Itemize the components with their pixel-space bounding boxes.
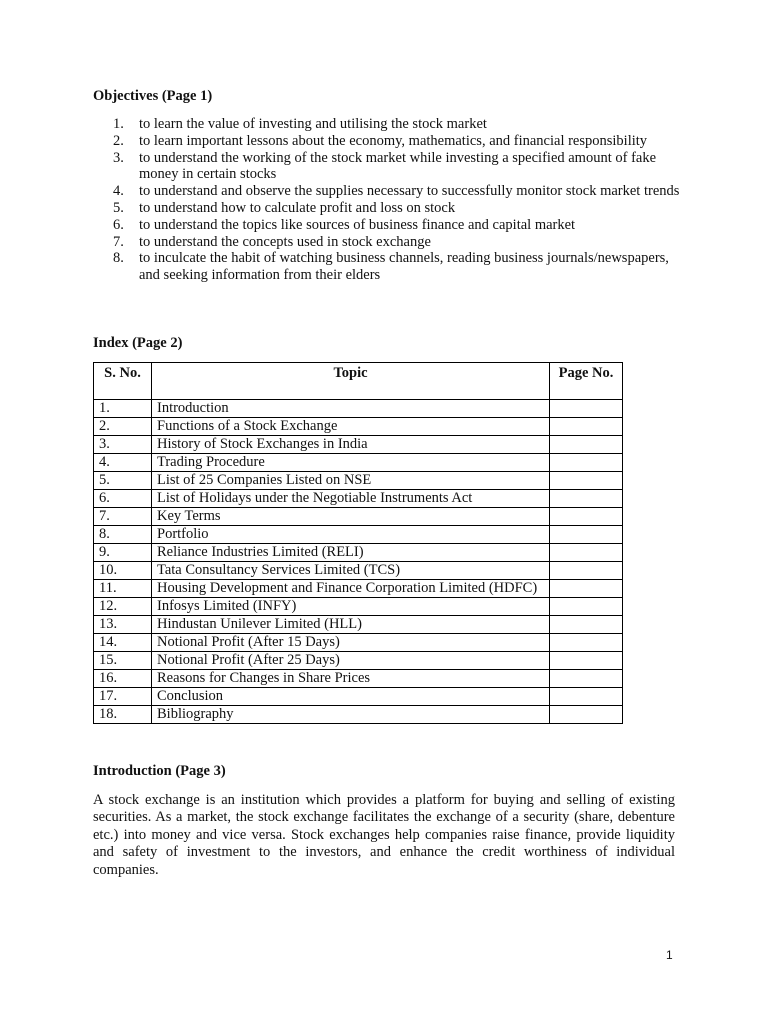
- cell-sno: 3.: [94, 436, 152, 454]
- column-header-sno: S. No.: [94, 363, 152, 400]
- objective-item: [93, 200, 693, 217]
- objective-number: 7.: [113, 233, 124, 250]
- cell-topic: Introduction: [152, 400, 550, 418]
- cell-topic: Conclusion: [152, 688, 550, 706]
- cell-topic: Hindustan Unilever Limited (HLL): [152, 616, 550, 634]
- cell-page: [550, 670, 623, 688]
- cell-sno: 12.: [94, 598, 152, 616]
- objective-item: [93, 183, 693, 200]
- cell-page: [550, 436, 623, 454]
- objective-item: [93, 250, 693, 284]
- cell-sno: 9.: [94, 544, 152, 562]
- cell-sno: 10.: [94, 562, 152, 580]
- page-number: 1: [666, 948, 673, 962]
- cell-topic: Trading Procedure: [152, 454, 550, 472]
- table-row: [94, 526, 623, 544]
- cell-sno: 14.: [94, 634, 152, 652]
- cell-page: [550, 508, 623, 526]
- objective-item: [93, 116, 693, 133]
- objective-text: to understand and observe the supplies necessary to successfully monitor stock market trends: [139, 183, 680, 200]
- cell-topic: Tata Consultancy Services Limited (TCS): [152, 562, 550, 580]
- objectives-list: [93, 116, 693, 284]
- cell-topic: Reasons for Changes in Share Prices: [152, 670, 550, 688]
- cell-sno: 6.: [94, 490, 152, 508]
- table-row: [94, 634, 623, 652]
- objective-number: 8.: [113, 250, 124, 267]
- table-row: [94, 652, 623, 670]
- cell-page: [550, 544, 623, 562]
- cell-topic: Notional Profit (After 15 Days): [152, 634, 550, 652]
- cell-page: [550, 400, 623, 418]
- table-row: [94, 472, 623, 490]
- cell-topic: Portfolio: [152, 526, 550, 544]
- objective-text: to understand how to calculate profit and loss on stock: [139, 199, 456, 216]
- table-header-row: [94, 363, 623, 400]
- column-header-topic: Topic: [152, 363, 550, 400]
- cell-topic: Reliance Industries Limited (RELI): [152, 544, 550, 562]
- table-row: [94, 688, 623, 706]
- table-row: [94, 454, 623, 472]
- objective-number: 5.: [113, 199, 124, 216]
- introduction-heading: Introduction (Page 3): [93, 763, 226, 779]
- index-heading: Index (Page 2): [93, 335, 183, 351]
- cell-page: [550, 688, 623, 706]
- cell-sno: 8.: [94, 526, 152, 544]
- cell-sno: 5.: [94, 472, 152, 490]
- table-row: [94, 616, 623, 634]
- index-table: [93, 362, 623, 724]
- cell-sno: 17.: [94, 688, 152, 706]
- cell-page: [550, 490, 623, 508]
- table-row: [94, 400, 623, 418]
- cell-topic: List of 25 Companies Listed on NSE: [152, 472, 550, 490]
- cell-sno: 2.: [94, 418, 152, 436]
- objective-text: to inculcate the habit of watching business channels, reading business journals/newspapers, and seeking information from their elders: [139, 250, 669, 284]
- cell-sno: 1.: [94, 400, 152, 418]
- table-row: [94, 490, 623, 508]
- objective-text: to understand the topics like sources of business finance and capital market: [139, 216, 576, 233]
- cell-page: [550, 526, 623, 544]
- objective-number: 2.: [113, 132, 124, 149]
- table-row: [94, 598, 623, 616]
- objective-text: to learn important lessons about the economy, mathematics, and financial responsibility: [139, 132, 648, 149]
- cell-topic: List of Holidays under the Negotiable Instruments Act: [152, 490, 550, 508]
- objectives-heading: Objectives (Page 1): [93, 88, 213, 104]
- column-header-page: Page No.: [550, 363, 623, 400]
- cell-sno: 4.: [94, 454, 152, 472]
- cell-topic: Key Terms: [152, 508, 550, 526]
- objective-text: to understand the working of the stock market while investing a specified amount of fake money in certain stocks: [139, 149, 657, 183]
- cell-page: [550, 706, 623, 724]
- cell-sno: 15.: [94, 652, 152, 670]
- cell-topic: Notional Profit (After 25 Days): [152, 652, 550, 670]
- table-row: [94, 544, 623, 562]
- cell-topic: Housing Development and Finance Corporation Limited (HDFC): [152, 580, 550, 598]
- cell-sno: 11.: [94, 580, 152, 598]
- objective-item: [93, 150, 693, 184]
- table-row: [94, 670, 623, 688]
- table-row: [94, 418, 623, 436]
- cell-page: [550, 472, 623, 490]
- objective-text: to understand the concepts used in stock exchange: [139, 233, 431, 250]
- objective-item: [93, 234, 693, 251]
- objective-number: 3.: [113, 149, 124, 166]
- cell-page: [550, 634, 623, 652]
- cell-page: [550, 652, 623, 670]
- table-row: [94, 436, 623, 454]
- cell-topic: History of Stock Exchanges in India: [152, 436, 550, 454]
- cell-page: [550, 454, 623, 472]
- cell-page: [550, 418, 623, 436]
- cell-topic: Infosys Limited (INFY): [152, 598, 550, 616]
- cell-page: [550, 598, 623, 616]
- cell-page: [550, 580, 623, 598]
- table-row: [94, 580, 623, 598]
- cell-sno: 7.: [94, 508, 152, 526]
- cell-topic: Bibliography: [152, 706, 550, 724]
- index-table-body: [94, 400, 623, 724]
- objective-item: [93, 133, 693, 150]
- introduction-paragraph: A stock exchange is an institution which provides a platform for buying and selling of existing securities. As a market, the stock exchange facilitates the exchange of a security (share, debenture etc.) into money and vice versa. Stock exchanges help companies raise finance, provide liquidity and safety of investment to the investors, and enhance the credit worthiness of individual companies.: [93, 792, 675, 878]
- cell-sno: 13.: [94, 616, 152, 634]
- cell-page: [550, 616, 623, 634]
- cell-sno: 16.: [94, 670, 152, 688]
- cell-page: [550, 562, 623, 580]
- table-row: [94, 562, 623, 580]
- cell-sno: 18.: [94, 706, 152, 724]
- objective-number: 1.: [113, 116, 124, 132]
- objective-text: to learn the value of investing and utilising the stock market: [139, 116, 487, 132]
- objective-item: [93, 217, 693, 234]
- table-row: [94, 706, 623, 724]
- cell-topic: Functions of a Stock Exchange: [152, 418, 550, 436]
- table-row: [94, 508, 623, 526]
- objective-number: 6.: [113, 216, 124, 233]
- objective-number: 4.: [113, 183, 124, 200]
